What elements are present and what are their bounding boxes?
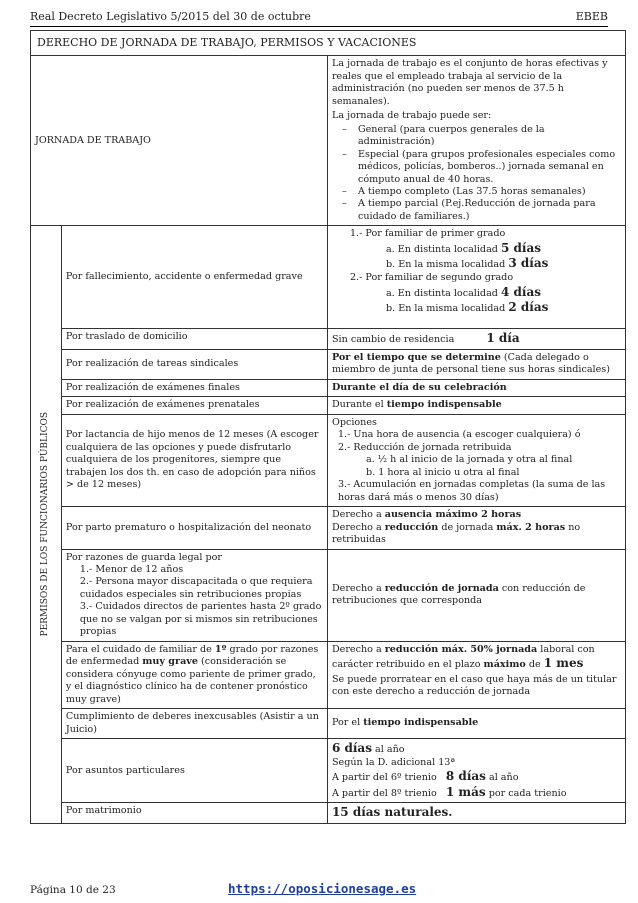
jornada-row (31, 56, 626, 226)
rights-table (30, 30, 626, 824)
header-law-title: Real Decreto Legislativo 5/2015 del 30 de octubre (30, 10, 311, 23)
list-item: – General (para cuerpos generales de la administración) (358, 124, 621, 149)
row-value: Por el tiempo que se determine (Cada delegado o miembro de junta de personal tiene sus horas sindicales) (327, 349, 625, 379)
row-value: Sin cambio de residencia 1 día (327, 329, 625, 350)
row-label: Para el cuidado de familiar de 1º grado por razones de enfermedad muy grave (consideración se considera cónyuge como pariente de primer grado, y el diagnóstico clínico ha de contener pronóstico muy grave) (61, 641, 327, 708)
row-label: Por realización de tareas sindicales (61, 349, 327, 379)
row-value: 6 días al año Según la D. adicional 13ª A partir del 6º trienio 8 días al año A partir del 8º trienio 1 más por cada trienio (327, 739, 625, 803)
jornada-intro: La jornada de trabajo es el conjunto de horas efectivas y reales que el empleado trabaja al servicio de la administración (no pueden ser menos de 37.5 h semanales). (331, 58, 608, 107)
table-title: DERECHO DE JORNADA DE TRABAJO, PERMISOS Y VACACIONES (31, 31, 626, 56)
row-value: Derecho a reducción de jornada con reducción de retribuciones que corresponda (327, 549, 625, 641)
permiso-guarda-row (31, 549, 626, 641)
list-item: – Especial (para grupos profesionales especiales como médicos, policías, bomberos..) jornada semanal en cómputo anual de 40 horas. (358, 149, 621, 186)
row-value: Durante el tiempo indispensable (327, 397, 625, 414)
row-label: Por realización de exámenes finales (61, 379, 327, 396)
row-label: Por lactancia de hijo menos de 12 meses (A escoger cualquiera de las opciones y puede disfrutarlo cualquiera de los progenitores, siempre que trabajen los dos th. en caso de adopción para niños > de 12 meses) (61, 414, 327, 506)
row-label: Por fallecimiento, accidente o enfermedad grave (61, 226, 327, 329)
row-label: Por asuntos particulares (61, 739, 327, 803)
list-item: – A tiempo parcial (P.ej.Reducción de jornada para cuidado de familiares.) (358, 198, 621, 223)
row-label: Por traslado de domicilio (61, 329, 327, 350)
permiso-matrimonio-row (31, 803, 626, 824)
permiso-prenatales-row (31, 397, 626, 414)
permiso-sindicales-row (31, 349, 626, 379)
row-value: Por el tiempo indispensable (327, 709, 625, 739)
row-label: Cumplimiento de deberes inexcusables (Asistir a un Juicio) (61, 709, 327, 739)
permiso-deberes-row (31, 709, 626, 739)
row-label: Por realización de exámenes prenatales (61, 397, 327, 414)
row-label: Por parto prematuro o hospitalización del neonato (61, 507, 327, 549)
permiso-examenes-row (31, 379, 626, 396)
permiso-asuntos-row (31, 739, 626, 803)
row-value: Durante el día de su celebración (327, 379, 625, 396)
jornada-description (327, 56, 625, 226)
page-number: Página 10 de 23 (30, 884, 116, 896)
row-value: Opciones 1.- Una hora de ausencia (a escoger cualquiera) ó 2.- Reducción de jornada retribuida a. ½ h al inicio de la jornada y otra al final b. 1 hora al inicio u otra al final 3.- Acumulación en jornadas completas (la suma de las horas dará más o menos 30 días) (327, 414, 625, 506)
row-value: 15 días naturales. (327, 803, 625, 824)
jornada-label: JORNADA DE TRABAJO (31, 56, 328, 226)
jornada-types-intro: La jornada de trabajo puede ser: (331, 110, 492, 122)
website-link[interactable]: https://oposicionesage.es (228, 881, 417, 896)
permisos-side-label: PERMISOS DE LOS FUNCIONARIOS PÚBLICOS (31, 226, 62, 824)
page-header (30, 10, 608, 27)
list-item: – A tiempo completo (Las 37.5 horas semanales) (358, 186, 621, 198)
row-value: Derecho a reducción máx. 50% jornada laboral con carácter retribuido en el plazo máximo de 1 mes Se puede prorratear en el caso que haya más de un titular con este derecho a reducción de jornada (327, 641, 625, 708)
permiso-prematuro-row (31, 507, 626, 549)
row-value: Derecho a ausencia máximo 2 horas Derecho a reducción de jornada máx. 2 horas no retribuidas (327, 507, 625, 549)
header-code: EBEB (575, 10, 608, 23)
row-label: Por razones de guarda legal por 1.- Menor de 12 años 2.- Persona mayor discapacitada o que requiera cuidados especiales sin retribuciones propias 3.- Cuidados directos de parientes hasta 2º grado que no se valgan por si mismos sin retribuciones propias (61, 549, 327, 641)
permiso-lactancia-row (31, 414, 626, 506)
row-value: 1.- Por familiar de primer grado a. En distinta localidad 5 días b. En la misma localidad 3 días 2.- Por familiar de segundo grado a. En distinta localidad 4 días b. En la misma localidad 2 días (327, 226, 625, 329)
permiso-cuidado-row (31, 641, 626, 708)
jornada-types-list (332, 124, 621, 224)
permiso-traslado-row (31, 329, 626, 350)
permiso-fallecimiento-row (31, 226, 626, 329)
table-title-row (31, 31, 626, 56)
row-label: Por matrimonio (61, 803, 327, 824)
